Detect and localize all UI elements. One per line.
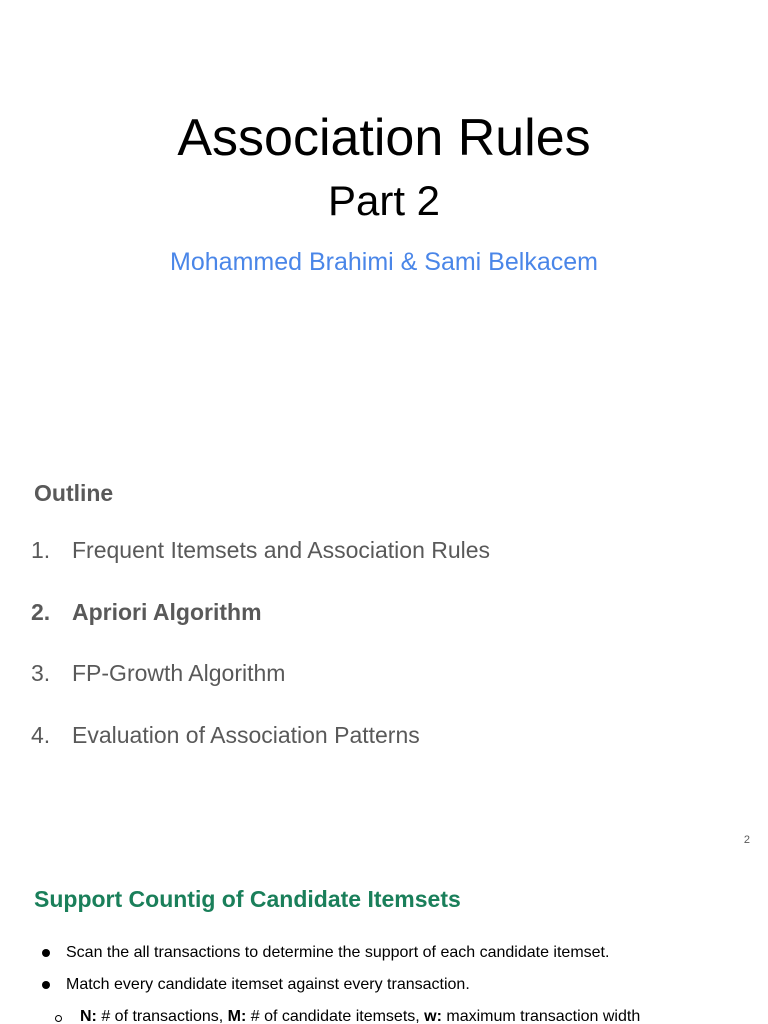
m-text: # of candidate itemsets, <box>246 1008 425 1024</box>
bullet-item <box>0 975 768 1007</box>
sub-bullet-ring-icon <box>55 1015 62 1022</box>
outline-item-number: 2. <box>31 598 51 625</box>
n-label: N: <box>80 1008 97 1024</box>
slide-title: Association Rules <box>177 109 591 167</box>
bullet-item <box>0 943 768 975</box>
outline-item-number: 3. <box>31 660 51 686</box>
m-label: M: <box>227 1008 247 1024</box>
support-heading: Support Countig of Candidate Itemsets <box>34 886 461 912</box>
outline-item <box>0 535 768 597</box>
bullet-dot-icon <box>42 981 50 989</box>
outline-item-number: 4. <box>31 721 51 748</box>
slide-subtitle: Part 2 <box>327 177 441 224</box>
outline-item <box>0 720 768 782</box>
bullet-list <box>0 943 768 1024</box>
outline-item <box>0 658 768 720</box>
outline-item-label: FP-Growth Algorithm <box>72 660 286 686</box>
outline-item-current <box>0 597 768 659</box>
slide-authors: Mohammed Brahimi & Sami Belkacem <box>170 248 598 276</box>
outline-list <box>0 535 768 781</box>
bullet-dot-icon <box>42 949 50 957</box>
outline-item-label: Frequent Itemsets and Association Rules <box>72 537 491 563</box>
sub-bullet-text <box>80 1007 640 1024</box>
outline-heading: Outline <box>34 480 114 506</box>
outline-item-label: Evaluation of Association Patterns <box>72 721 420 748</box>
n-text: # of transactions, <box>96 1008 228 1024</box>
bullet-text: Scan the all transactions to determine the support of each candidate itemset. <box>66 944 610 961</box>
outline-item-label: Apriori Algorithm <box>72 598 262 625</box>
support-slide <box>0 860 768 1024</box>
sub-bullet-item <box>0 1007 768 1024</box>
w-label: w: <box>424 1008 442 1024</box>
w-text: maximum transaction width <box>441 1008 641 1024</box>
title-slide <box>0 0 768 430</box>
page-number: 2 <box>743 834 750 846</box>
bullet-text: Match every candidate itemset against every transaction. <box>66 976 470 993</box>
outline-item-number: 1. <box>31 537 51 563</box>
outline-slide <box>0 430 768 860</box>
